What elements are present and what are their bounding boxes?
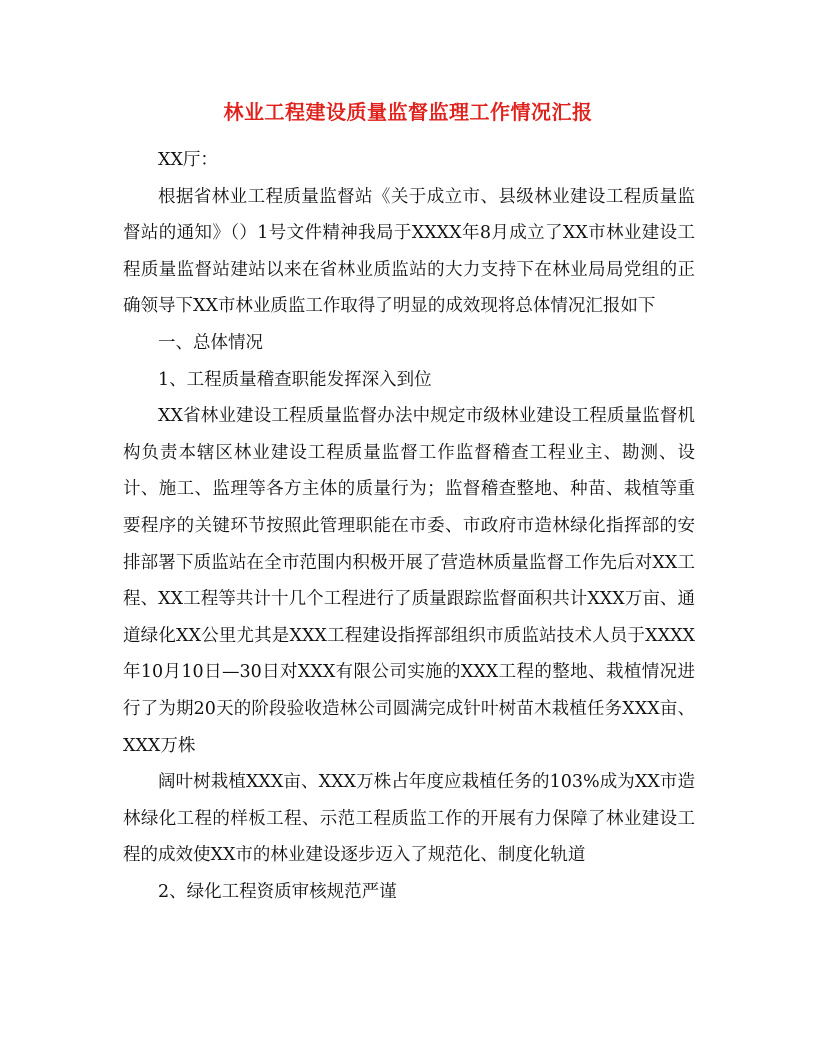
document-title: 林业工程建设质量监督监理工作情况汇报 <box>223 100 593 124</box>
paragraph-intro: 根据省林业工程质量监督站《关于成立市、县级林业建设工程质量监督站的通知》（）1号文件精神我局于XXXX年8月成立了XX市林业建设工程质量监督站建站以来在省林业质监站的大力支持下在林业局局党组的正确领导下XX市林业质监工作取得了明显的成效现将总体情况汇报如下 <box>123 186 695 317</box>
subheading-quality-inspection: 1、工程质量稽查职能发挥深入到位 <box>158 369 432 390</box>
paragraph-broadleaf-planting: 阔叶树栽植XXX亩、XXX万株占年度应栽植任务的103%成为XX市造林绿化工程的样板工程、示范工程质监工作的开展有力保障了林业建设工程的成效使XX市的林业建设逐步迈入了规范化、制度化轨道 <box>123 772 695 866</box>
paragraph-quality-inspection: XX省林业建设工程质量监督办法中规定市级林业建设工程质量监督机构负责本辖区林业建设工程质量监督工作监督稽查工程业主、勘测、设计、施工、监理等各方主体的质量行为；监督稽查整地、种苗、栽植等重要程序的关键环节按照此管理职能在市委、市政府市造林绿化指挥部的安排部署下质监站在全市范围内积极开展了营造林质量监督工作先后对XX工程、XX工程等共计十几个工程进行了质量跟踪监督面积共计XXX万亩、通道绿化XX公里尤其是XXX工程建设指挥部组织市质监站技术人员于XXXX年10月10日—30日对XXX有限公司实施的XXX工程的整地、栽植情况进行了为期20天的阶段验收造林公司圆满完成针叶树苗木栽植任务XXX亩、XXX万株 <box>123 406 695 756</box>
document-body <box>123 142 695 910</box>
section-heading-overall: 一、总体情况 <box>158 332 263 353</box>
salutation: XX厅： <box>158 150 218 170</box>
subheading-qualification-review: 2、绿化工程资质审核规范严谨 <box>158 881 397 902</box>
